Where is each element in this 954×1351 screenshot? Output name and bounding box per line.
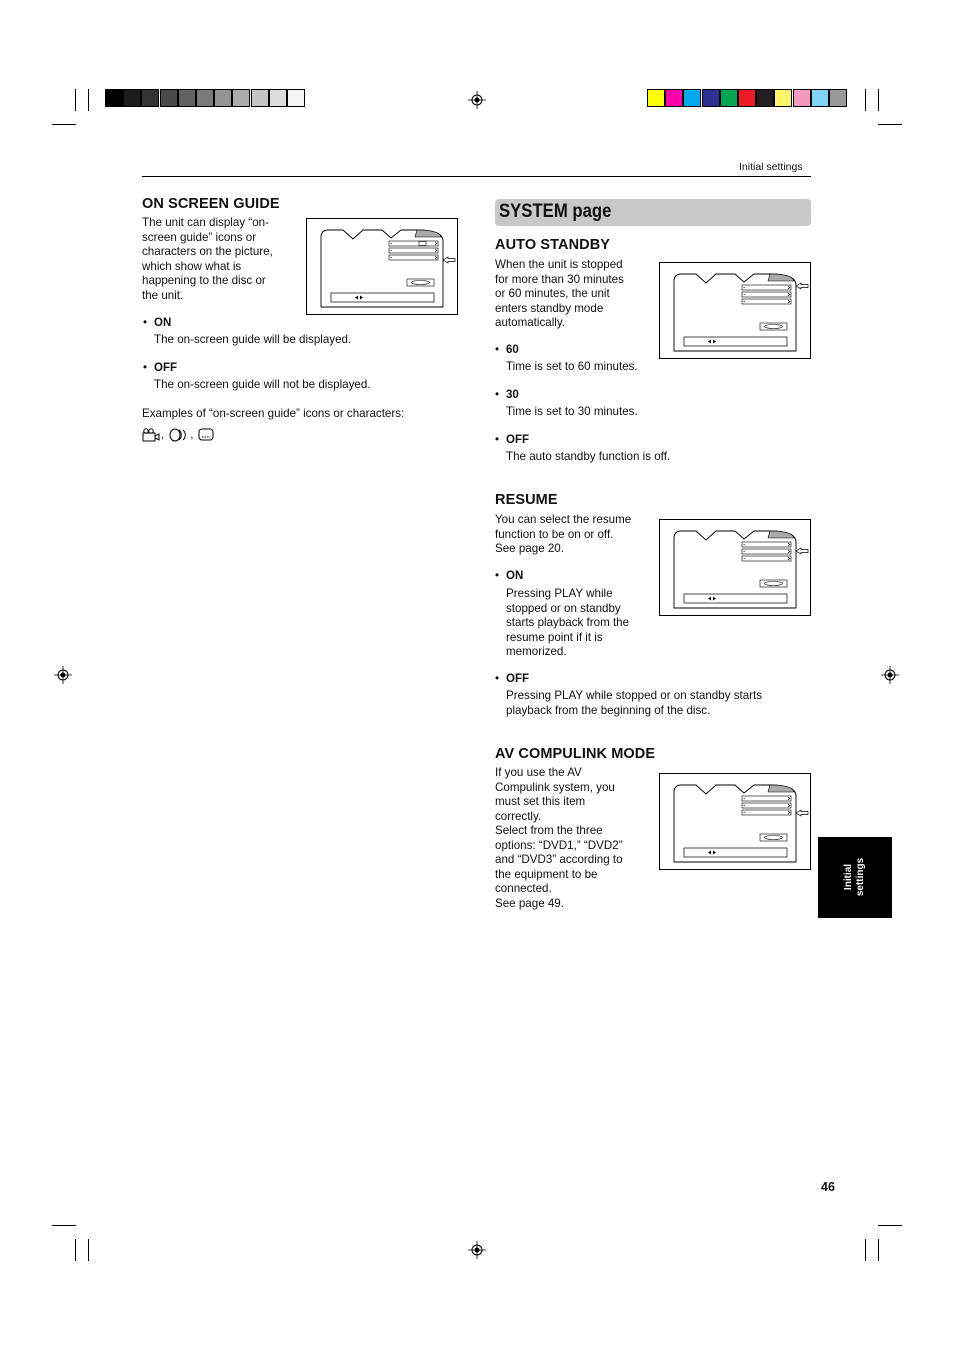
pointer-arrow-icon xyxy=(796,810,808,816)
option-description: The auto standby function is off. xyxy=(506,450,671,463)
menu-screen-diagram xyxy=(307,219,457,314)
section-title-av-compulink-mode: AV COMPULINK MODE xyxy=(495,746,656,762)
page-number: 46 xyxy=(821,1180,835,1194)
guide-bar xyxy=(684,337,787,346)
calibration-swatch xyxy=(287,89,305,107)
resume-intro: You can select the resume function to be on or off. See page 20. xyxy=(495,513,632,555)
calibration-swatch xyxy=(774,89,792,107)
enter-button-shape xyxy=(760,323,787,330)
setting-row xyxy=(742,299,791,304)
setting-row xyxy=(389,255,438,260)
side-tab-label: Initial xyxy=(843,863,854,891)
side-tab-label: settings xyxy=(855,857,866,897)
calibration-swatch xyxy=(141,89,159,107)
option-label: • OFF xyxy=(495,673,529,685)
setting-row xyxy=(742,549,791,554)
option-description: The on-screen guide will not be displayed. xyxy=(154,378,371,391)
calibration-swatch xyxy=(702,89,720,107)
registration-mark-icon xyxy=(54,666,72,684)
calibration-swatch xyxy=(196,89,214,107)
setting-row xyxy=(742,803,791,808)
calibration-swatch xyxy=(665,89,683,107)
setting-row xyxy=(742,542,791,547)
enter-button-shape xyxy=(407,279,434,286)
option-description: The on-screen guide will be displayed. xyxy=(154,333,352,346)
calibration-swatch xyxy=(123,89,141,107)
option-description: Pressing PLAY while stopped or on standby starts playback from the resume point if it is memorized. xyxy=(506,587,630,658)
auto-standby-intro: When the unit is stopped for more than 30 minutes or 60 minutes, the unit enters standby mode automatically. xyxy=(495,258,624,329)
option-description: Pressing PLAY while stopped or on standby starts playback from the beginning of the disc. xyxy=(506,689,763,717)
option-label: • ON xyxy=(495,570,523,582)
section-title-auto-standby: AUTO STANDBY xyxy=(495,237,611,253)
active-tab xyxy=(768,274,794,281)
active-tab xyxy=(768,785,794,792)
enter-button-shape xyxy=(760,834,787,841)
section-header: Initial settings xyxy=(739,161,803,173)
calibration-swatch xyxy=(683,89,701,107)
calibration-swatch xyxy=(232,89,250,107)
calibration-swatch xyxy=(647,89,665,107)
menu-screen-diagram xyxy=(660,774,810,869)
calibration-swatch xyxy=(214,89,232,107)
av-compulink-screen-illustration xyxy=(659,773,811,870)
guide-bar xyxy=(331,293,434,302)
example-icons: , , xyxy=(142,426,214,442)
av-compulink-intro: If you use the AV Compulink system, you must set this item correctly. Select from the three options: “DVD1,” “DVD2” and “DVD3” according to the equipment to be connected. See page 49. xyxy=(495,766,623,910)
resume-screen-illustration xyxy=(659,519,811,616)
calibration-swatch xyxy=(160,89,178,107)
setting-row xyxy=(742,556,791,561)
section-title-resume: RESUME xyxy=(495,492,558,508)
active-tab xyxy=(415,230,441,237)
section-title-on-screen-guide: ON SCREEN GUIDE xyxy=(142,196,280,212)
calibration-swatch xyxy=(720,89,738,107)
on-screen-guide-intro: The unit can display “on- screen guide” icons or characters on the picture, which show what is happening to the disc or the unit. xyxy=(142,216,273,302)
option-description: Time is set to 30 minutes. xyxy=(506,405,638,418)
audio-language-icon xyxy=(169,428,189,442)
menu-screen-diagram xyxy=(660,520,810,615)
calibration-swatch xyxy=(793,89,811,107)
setting-row xyxy=(742,796,791,801)
pointer-arrow-icon xyxy=(796,548,808,554)
examples-caption: Examples of “on-screen guide” icons or characters: xyxy=(142,407,405,420)
active-tab xyxy=(768,531,794,538)
calibration-swatch xyxy=(738,89,756,107)
calibration-swatch xyxy=(811,89,829,107)
auto-standby-screen-illustration xyxy=(659,262,811,359)
calibration-swatch xyxy=(178,89,196,107)
guide-bar xyxy=(684,594,787,603)
side-tab xyxy=(818,837,892,918)
enter-button-shape xyxy=(760,580,787,587)
option-label: • 30 xyxy=(495,389,519,401)
calibration-swatch xyxy=(756,89,774,107)
option-label: • OFF xyxy=(495,434,529,446)
option-description: Time is set to 60 minutes. xyxy=(506,360,638,373)
calibration-swatch xyxy=(829,89,847,107)
setting-row xyxy=(389,241,438,246)
calibration-swatch xyxy=(105,89,123,107)
calibration-swatch xyxy=(251,89,269,107)
registration-mark-icon xyxy=(468,1241,486,1259)
system-page-title: SYSTEM page xyxy=(499,201,612,222)
setting-row xyxy=(742,292,791,297)
option-label: • ON xyxy=(143,317,171,329)
registration-mark-icon xyxy=(468,91,486,109)
header-rule xyxy=(142,176,811,177)
setting-row xyxy=(742,810,791,815)
calibration-swatch xyxy=(269,89,287,107)
option-label: • OFF xyxy=(143,362,177,374)
pointer-arrow-icon xyxy=(796,283,808,289)
subtitle-icon xyxy=(198,428,214,442)
option-label: • 60 xyxy=(495,344,519,356)
on-screen-guide-screen-illustration xyxy=(306,218,458,315)
pointer-arrow-icon xyxy=(443,257,455,263)
setting-row xyxy=(389,248,438,253)
guide-bar xyxy=(684,848,787,857)
menu-screen-diagram xyxy=(660,263,810,358)
angle-camera-icon xyxy=(142,428,160,442)
registration-mark-icon xyxy=(881,666,899,684)
setting-row xyxy=(742,285,791,290)
